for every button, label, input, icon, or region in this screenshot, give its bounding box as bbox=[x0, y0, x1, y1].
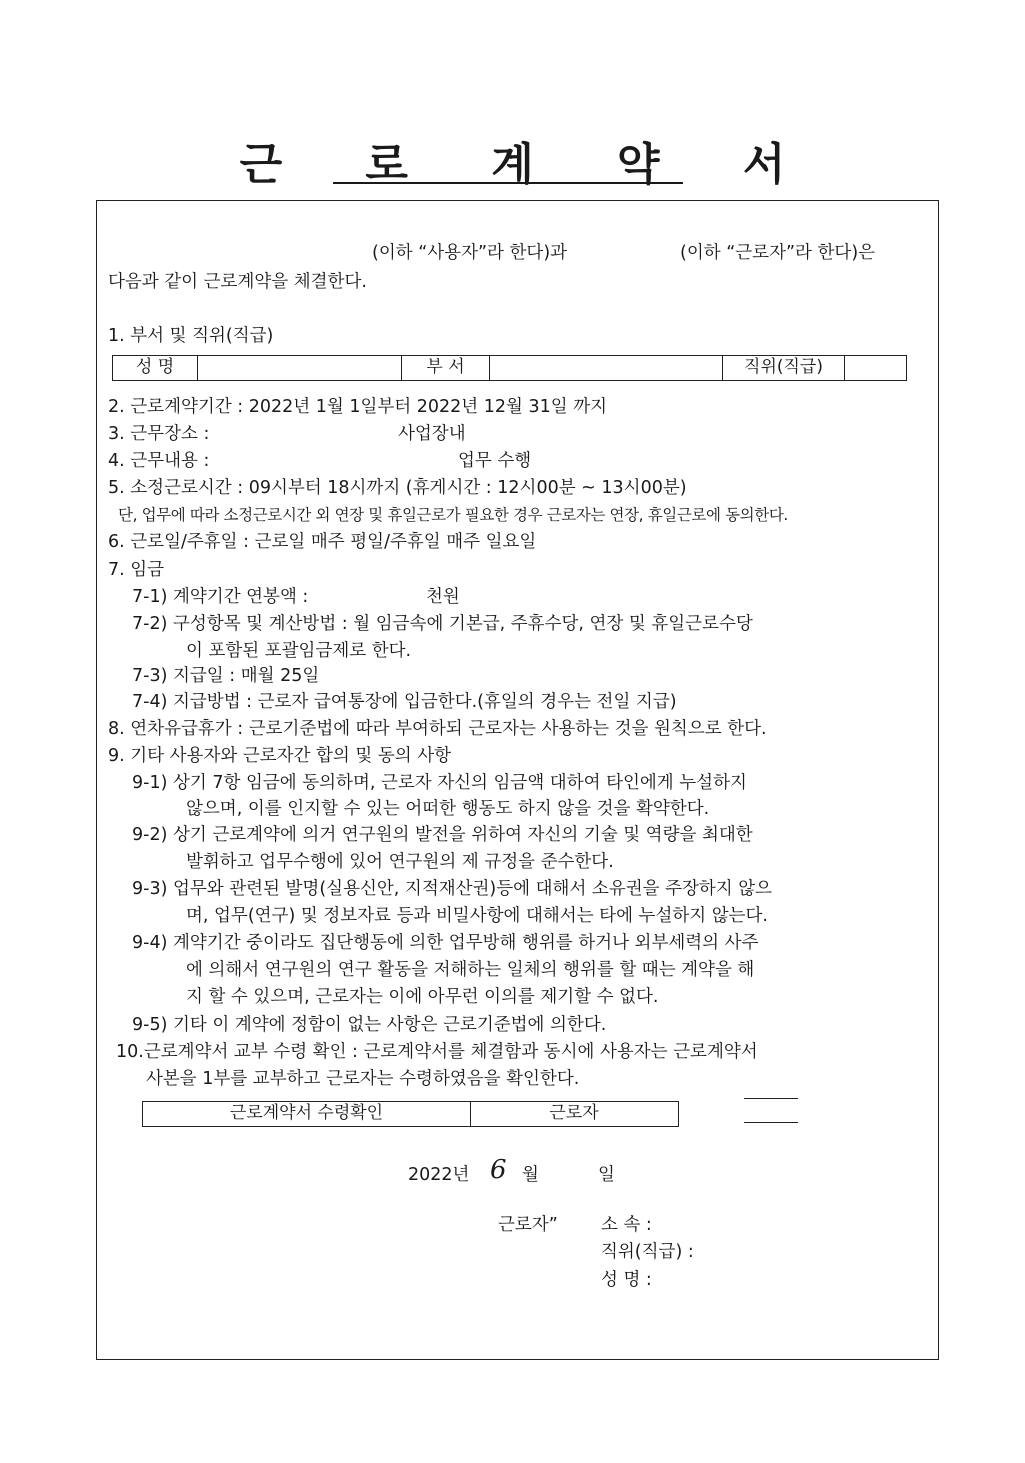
intro-line2: 다음과 같이 근로계약을 체결한다. bbox=[108, 272, 367, 292]
item-9-5: 9-5) 기타 이 계약에 정함이 없는 사항은 근로기준법에 의한다. bbox=[132, 1015, 607, 1035]
item-3-value: 사업장내 bbox=[398, 424, 466, 444]
section1-heading: 1. 부서 및 직위(직급) bbox=[108, 326, 274, 346]
receipt-signature-line-top bbox=[744, 1098, 798, 1099]
position-value-cell[interactable] bbox=[845, 356, 905, 380]
item-4-label: 4. 근무내용 : bbox=[108, 451, 210, 471]
item-9-3-b: 며, 업무(연구) 및 정보자료 등과 비밀사항에 대해서는 타에 누설하지 않는다. bbox=[186, 906, 768, 926]
item-9-1-a: 9-1) 상기 7항 임금에 동의하며, 근로자 자신의 임금액 대하여 타인에게 누설하지 bbox=[132, 773, 747, 793]
item-9-4-a: 9-4) 계약기간 중이라도 집단행동에 의한 업무방해 행위를 하거나 외부세력의 사주 bbox=[132, 933, 759, 953]
document-title: 근 로 계 약 서 bbox=[239, 139, 820, 190]
receipt-signature-line-bottom bbox=[744, 1122, 798, 1123]
item-7-1-label: 7-1) 계약기간 연봉액 : bbox=[132, 587, 309, 607]
receipt-worker: 근로자 bbox=[549, 1103, 599, 1123]
item-7-2-b: 이 포함된 포괄임금제로 한다. bbox=[186, 641, 412, 661]
item-9-4-c: 지 할 수 있으며, 근로자는 이에 아무런 이의를 제기할 수 없다. bbox=[186, 987, 659, 1007]
item-9-3-a: 9-3) 업무와 관련된 발명(실용신안, 지적재산권)등에 대해서 소유권을 주장하지 않으 bbox=[132, 879, 773, 899]
item-7-4-payment: 7-4) 지급방법 : 근로자 급여통장에 입금한다.(휴일의 경우는 전일 지급) bbox=[132, 692, 677, 712]
intro-employer: (이하 “사용자”라 한다)과 bbox=[372, 243, 568, 263]
item-4-value: 업무 수행 bbox=[458, 451, 532, 471]
item-9-2-b: 발휘하고 업무수행에 있어 연구원의 제 규정을 준수한다. bbox=[186, 852, 614, 872]
position-label: 직위(직급) bbox=[723, 356, 845, 380]
item-3-label: 3. 근무장소 : bbox=[108, 424, 210, 444]
title-underline bbox=[333, 182, 683, 184]
signature-position: 직위(직급) : bbox=[601, 1242, 694, 1262]
item-10-a: 10.근로계약서 교부 수령 확인 : 근로계약서를 체결함과 동시에 사용자는 근로계약서 bbox=[116, 1042, 758, 1062]
item-9-heading: 9. 기타 사용자와 근로자간 합의 및 동의 사항 bbox=[108, 746, 452, 766]
signature-affiliation: 소 속 : bbox=[601, 1215, 652, 1235]
item-7-1-value: 천원 bbox=[426, 587, 460, 607]
item-5-note: 단, 업무에 따라 소정근로시간 외 연장 및 휴일근로가 필요한 경우 근로자는 연장, 휴일근로에 동의한다. bbox=[118, 506, 788, 524]
receipt-table bbox=[142, 1101, 679, 1127]
date-month-handwritten: 6 bbox=[490, 1155, 507, 1185]
item-9-4-b: 에 의해서 연구원의 연구 활동을 저해하는 일체의 행위를 할 때는 계약을 해 bbox=[186, 960, 755, 980]
date-year: 2022년 bbox=[408, 1165, 470, 1185]
item-7-wage: 7. 임금 bbox=[108, 560, 165, 580]
item-2-contract-period: 2. 근로계약기간 : 2022년 1월 1일부터 2022년 12월 31일 까지 bbox=[108, 397, 608, 417]
date-day-label: 일 bbox=[598, 1165, 615, 1185]
receipt-label: 근로계약서 수령확인 bbox=[143, 1102, 471, 1126]
name-value-cell[interactable] bbox=[198, 356, 402, 380]
date-month-label: 월 bbox=[522, 1165, 539, 1185]
item-10-b: 사본을 1부를 교부하고 근로자는 수령하였음을 확인한다. bbox=[146, 1069, 580, 1089]
item-7-3-payday: 7-3) 지급일 : 매월 25일 bbox=[132, 666, 320, 686]
item-9-1-b: 않으며, 이를 인지할 수 있는 어떠한 행동도 하지 않을 것을 확약한다. bbox=[186, 799, 710, 819]
item-9-2-a: 9-2) 상기 근로계약에 의거 연구원의 발전을 위하여 자신의 기술 및 역량을 최대한 bbox=[132, 825, 753, 845]
name-label: 성 명 bbox=[113, 356, 198, 380]
item-6-workdays: 6. 근로일/주휴일 : 근로일 매주 평일/주휴일 매주 일요일 bbox=[108, 532, 537, 552]
intro-worker: (이하 “근로자”라 한다)은 bbox=[680, 243, 876, 263]
item-7-2-a: 7-2) 구성항목 및 계산방법 : 월 임금속에 기본급, 주휴수당, 연장 및 휴일근로수당 bbox=[132, 614, 753, 634]
item-8-annual-leave: 8. 연차유급휴가 : 근로기준법에 따라 부여하되 근로자는 사용하는 것을 원칙으로 한다. bbox=[108, 719, 767, 739]
signature-worker-label: 근로자” bbox=[498, 1215, 558, 1235]
signature-name: 성 명 : bbox=[601, 1270, 652, 1290]
dept-value-cell[interactable] bbox=[490, 356, 723, 380]
dept-label: 부 서 bbox=[402, 356, 490, 380]
item-5-work-hours: 5. 소정근로시간 : 09시부터 18시까지 (휴게시간 : 12시00분 ~ 13시00분) bbox=[108, 478, 687, 498]
position-table bbox=[112, 355, 907, 381]
